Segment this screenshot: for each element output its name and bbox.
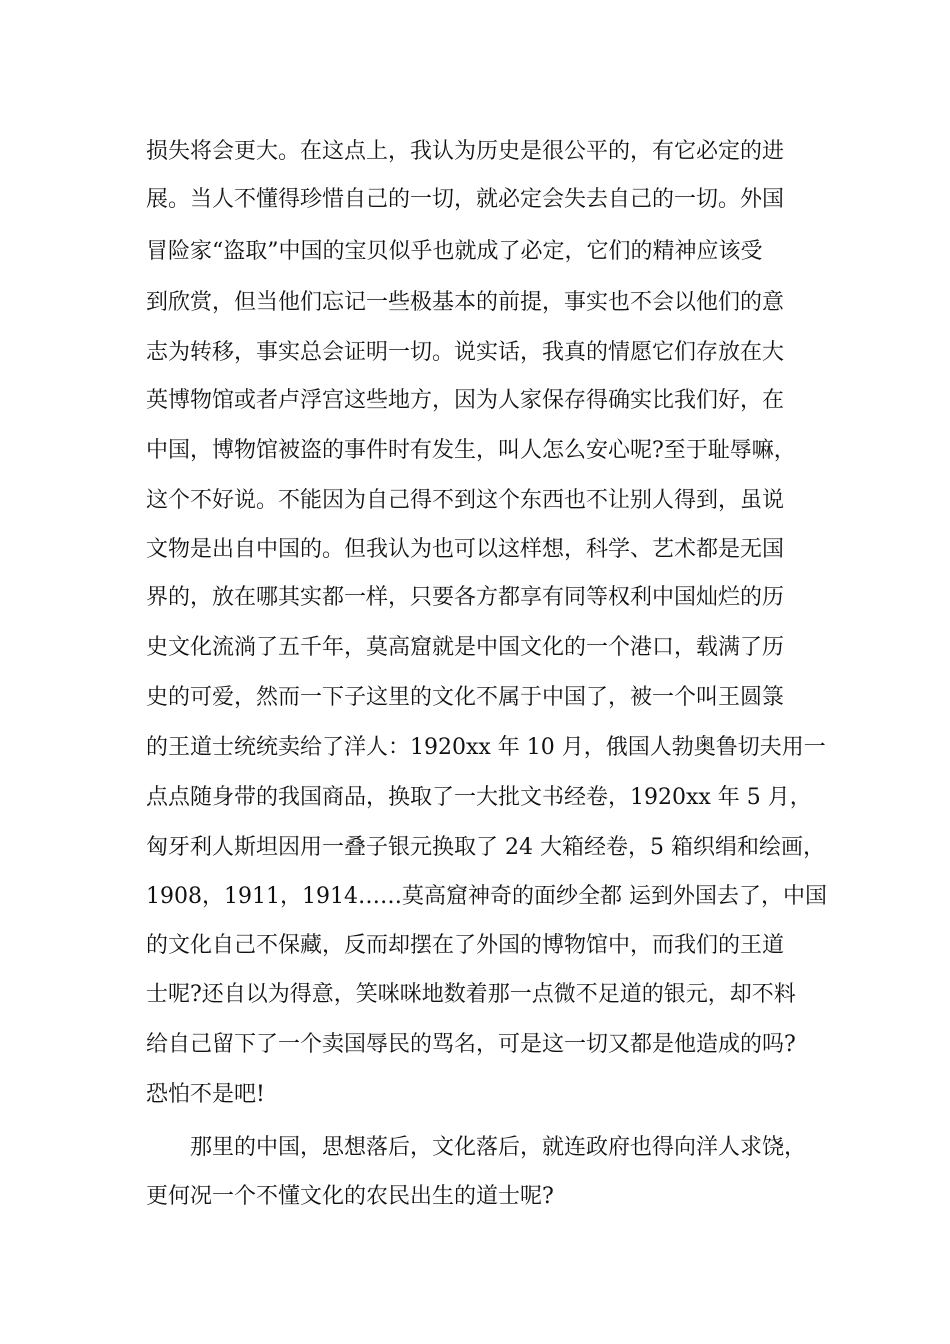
- paragraph-line: 更何况一个不懂文化的农民出生的道士呢?: [146, 1184, 554, 1209]
- paragraph-line: 点点随身带的我国商品，换取了一大批文书经卷，1920xx 年 5 月，: [146, 785, 812, 810]
- paragraph-line: 那里的中国，思想落后，文化落后，就连政府也得向洋人求饶，: [190, 1135, 807, 1160]
- paragraph-line: 的文化自己不保藏，反而却摆在了外国的博物馆中，而我们的王道: [146, 933, 785, 958]
- paragraph-line: 给自己留下了一个卖国辱民的骂名，可是这一切又都是他造成的吗?: [146, 1032, 796, 1057]
- paragraph-line: 1908，1911，1914……莫高窟神奇的面纱全都 运到外国去了，中国: [146, 884, 827, 909]
- paragraph-line: 史文化流淌了五千年，莫高窟就是中国文化的一个港口，载满了历: [146, 635, 785, 660]
- paragraph-line: 这个不好说。不能因为自己得不到这个东西也不让别人得到，虽说: [146, 488, 785, 513]
- paragraph-line: 史的可爱，然而一下子这里的文化不属于中国了，被一个叫王圆箓: [146, 685, 785, 710]
- paragraph-line: 文物是出自中国的。但我认为也可以这样想，科学、艺术都是无国: [146, 537, 785, 562]
- paragraph-line: 英博物馆或者卢浮宫这些地方，因为人家保存得确实比我们好，在: [146, 388, 785, 413]
- paragraph-line: 界的，放在哪其实都一样，只要各方都享有同等权利中国灿烂的历: [146, 585, 785, 610]
- paragraph-line: 展。当人不懂得珍惜自己的一切，就必定会失去自己的一切。外国: [146, 187, 785, 212]
- paragraph-line: 恐怕不是吧!: [146, 1082, 265, 1107]
- paragraph-line: 志为转移，事实总会证明一切。说实话，我真的情愿它们存放在大: [146, 340, 785, 365]
- paragraph-line: 到欣赏，但当他们忘记一些极基本的前提，事实也不会以他们的意: [146, 290, 785, 315]
- paragraph-line: 的王道士统统卖给了洋人：1920xx 年 10 月，俄国人勃奥鲁切夫用一: [146, 735, 826, 760]
- paragraph-line: 冒险家“盗取”中国的宝贝似乎也就成了必定，它们的精神应该受: [146, 239, 763, 264]
- paragraph-line: 损失将会更大。在这点上，我认为历史是很公平的，有它必定的进: [146, 139, 785, 164]
- paragraph-line: 中国，博物馆被盗的事件时有发生，叫人怎么安心呢?至于耻辱嘛，: [146, 438, 796, 463]
- paragraph-line: 匈牙利人斯坦因用一叠子银元换取了 24 大箱经卷，5 箱织绢和绘画，: [146, 835, 825, 860]
- paragraph-line: 士呢?还自以为得意，笑咪咪地数着那一点微不足道的银元，却不料: [146, 982, 796, 1007]
